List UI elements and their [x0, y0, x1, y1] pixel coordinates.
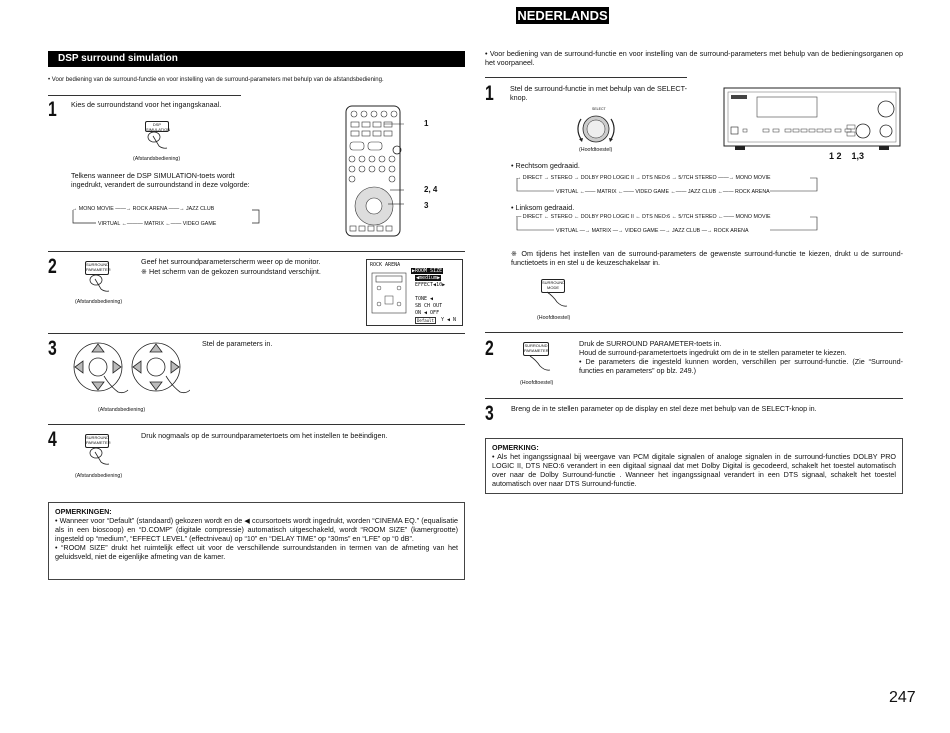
seq-item: MATRIX [144, 221, 164, 227]
clockwise-label: • Rechtsom gedraaid. [511, 161, 580, 170]
seq-item: MATRIX [591, 228, 612, 234]
step3-right-text: Breng de in te stellen parameter op de display en stel deze met behulp van de SELECT-knop in. [511, 404, 817, 413]
notes-item: • “ROOM SIZE” drukt het ruimtelijk effect uit voor de verschillende surroundstanden in termen van de afmeting van het geluidsveld, niet de eigenlijke afmeting van de kamer. [55, 543, 458, 561]
seq-item: ROCK ARENA [713, 228, 749, 234]
remote-control-illustration [344, 104, 404, 238]
step-number: 1 [485, 82, 494, 105]
seq-item: DIRECT [522, 214, 543, 220]
divider [485, 77, 687, 78]
clockwise-loop-lines [516, 176, 820, 194]
divider [48, 333, 465, 334]
step2-right-text1: Druk de SURROUND PARAMETER-toets in. [579, 339, 722, 348]
seq-item: VIRTUAL [98, 221, 121, 227]
counterclockwise-row-1: — DIRECT ← STEREO ← DOLBY PRO LOGIC II ← DTS NEO:6 ← 5/7CH STEREO ←—— MONO MOVIE [516, 214, 771, 220]
osd-room-size: ▶ROOM SIZE [412, 268, 443, 274]
note-box [485, 438, 903, 494]
surround-parameter-button-label: SURROUND PARAMETER [86, 262, 111, 272]
step-number: 3 [48, 337, 57, 360]
pressing-hand-icon [543, 288, 571, 312]
osd-sb-ch-out: SB CH OUT [415, 303, 443, 309]
pressing-hand-icon [526, 352, 554, 376]
language-badge: NEDERLANDS [517, 8, 608, 23]
step1-text: Kies de surroundstand voor het ingangskanaal. [71, 100, 222, 109]
seq-item: JAZZ CLUB [687, 189, 717, 195]
osd-title: ROCK ARENA [370, 262, 401, 268]
main-unit-caption: (Hoofdtoestel) [537, 315, 571, 321]
counterclockwise-row-2: VIRTUAL —→ MATRIX —→ VIDEO GAME —→ JAZZ CLUB —→ ROCK ARENA [556, 228, 749, 234]
step-number: 2 [485, 337, 494, 360]
note-title: OPMERKING: [492, 443, 539, 452]
step4-text: Druk nogmaals op de surroundparametertoets om het instellen te beëindigen. [141, 431, 388, 440]
pressing-hand-icon [85, 445, 113, 469]
osd-tone: TONE ◀ [415, 296, 434, 302]
step2-right-text3: • De parameters die ingesteld kunnen worden, verschillen per surround-functie. (Zie “Surround-functies en parameters” op blz. 249.) [579, 357, 903, 375]
seq-item: MATRIX [596, 189, 617, 195]
seq-item: 5/7CH STEREO [678, 175, 717, 181]
seq-item: ROCK ARENA [734, 189, 770, 195]
step-number: 4 [48, 428, 57, 451]
seq-item: DTS NEO:6 [642, 214, 671, 220]
seq-item: ROCK ARENA [132, 206, 168, 212]
sequence-loop-lines [72, 207, 262, 227]
notes-item: • Wanneer voor “Default” (standaard) gekozen wordt en de ◀ ccursortoets wordt ingedrukt, worden “CINEMA EQ.” (equalisatie als in een bioscoop) en “D.COMP” (digitale compressie) automatisch uitgeschakeld, wordt “ROOM SIZE” (kamergrootte) ingesteld op “medium”, “EFFECT LEVEL” (effectniveau) op “10” en “DELAY TIME” op “30ms” en “LFE” op “0 dB”. [55, 516, 458, 543]
room-diagram-icon [371, 272, 407, 314]
step1-desc: Telkens wanneer de DSP SIMULATION-toets wordt ingedrukt, verandert de surroundstand in deze volgorde: [71, 171, 250, 189]
callout-2-4: 2, 4 [424, 185, 438, 194]
select-knob-icon[interactable] [576, 111, 616, 147]
dsp-simulation-button-label: DSP SIMULATION [146, 122, 171, 132]
right-intro: • Voor bediening van de surround-functie en voor instelling van de surround-parameters met behulp van de bedieningsorganen op het voorpaneel. [485, 49, 903, 67]
divider [485, 332, 903, 333]
pressing-hand-icon [85, 272, 113, 296]
surround-mode-note: ※ Om tijdens het instellen van de surround-parameters de gewenste surround-functie te kiezen, drukt u de surround-functietoets in en stel u de keuzeschakelaar in. [511, 249, 903, 267]
counterclockwise-loop-lines [516, 215, 820, 233]
select-knob-label: SELECT [592, 107, 606, 111]
sequence-row-2: VIRTUAL ←——— MATRIX ←—— VIDEO GAME [98, 221, 217, 227]
page-number: 247 [889, 689, 916, 706]
remote-caption: (Afstandsbediening) [98, 407, 146, 413]
step2-text: Geef het surroundparameterscherm weer op de monitor. [141, 257, 321, 266]
receiver-front-panel [723, 87, 903, 153]
notes-title: OPMERKINGEN: [55, 507, 112, 516]
step1-right-text: Stel de surround-functie in met behulp van de SELECT-knop. [510, 84, 687, 102]
callout-numbers: 1 2 1,3 [829, 151, 865, 161]
on-screen-display [366, 259, 463, 326]
remote-caption: (Afstandsbediening) [133, 156, 181, 162]
divider [48, 251, 465, 252]
seq-item: MONO MOVIE [735, 175, 771, 181]
main-unit-caption: (Hoofdtoestel) [579, 147, 613, 153]
surround-mode-button-label: SURROUND MODE [542, 280, 566, 290]
seq-item: JAZZ CLUB [671, 228, 701, 234]
seq-item: STEREO [550, 214, 573, 220]
remote-caption: (Afstandsbediening) [75, 473, 123, 479]
note-text: • Als het ingangssignaal bij weergave van PCM digitale signalen of analoge signalen in de surround-functies DOLBY PRO LOGIC II, DTS NEO:6 verandert in een digitaal signaal dat met Dolby Digital is gecodeerd, schakelt het toestel automatisch over naar de Dolby Surround-functie . Wanneer het ingangssignaal verandert in een DTS signaal, schakelt het toestel automatisch over naar DTS Surround-functie. [492, 452, 896, 488]
section-title: DSP surround simulation [48, 51, 465, 67]
main-unit-caption: (Hoofdtoestel) [520, 380, 554, 386]
step-number: 3 [485, 402, 494, 425]
step-number: 2 [48, 255, 57, 278]
step2-right-text2: Houd de surround-parametertoets ingedrukt om de in te stellen parameter te kiezen. [579, 348, 847, 357]
seq-item: VIDEO GAME [635, 189, 669, 195]
step2-note: ※ Het scherm van de gekozen surroundstand verschijnt. [141, 267, 321, 276]
step-number: 1 [48, 98, 57, 121]
seq-item: MONO MOVIE [735, 214, 771, 220]
callout-3: 3 [424, 201, 429, 210]
seq-item: DTS NEO:6 [642, 175, 671, 181]
seq-item: DOLBY PRO LOGIC II [580, 214, 634, 220]
clockwise-row-1: → DIRECT → STEREO → DOLBY PRO LOGIC II → DTS NEO:6 → 5/7CH STEREO ——→ MONO MOVIE [516, 175, 771, 181]
notes-box [48, 502, 465, 580]
divider [48, 424, 465, 425]
cursor-pad-illustration [70, 340, 190, 400]
seq-item: MONO MOVIE [78, 206, 114, 212]
seq-item: VIDEO GAME [182, 221, 217, 227]
seq-item: DOLBY PRO LOGIC II [580, 175, 634, 181]
osd-on-off: ON ◀ OFF [415, 310, 440, 316]
step3-text: Stel de parameters in. [202, 339, 273, 348]
seq-item: DIRECT [522, 175, 543, 181]
divider [48, 95, 241, 96]
osd-default: Default [417, 318, 434, 323]
clockwise-row-2: VIRTUAL ←—— MATRIX ←—— VIDEO GAME ←—— JAZZ CLUB ←—— ROCK ARENA [556, 189, 770, 195]
seq-item: STEREO [550, 175, 573, 181]
seq-item: VIRTUAL [556, 228, 579, 234]
counterclockwise-label: • Linksom gedraaid. [511, 203, 575, 212]
left-intro: • Voor bediening van de surround-functie en voor instelling van de surround-parameters met behulp van de afstandsbediening. [48, 77, 384, 83]
pressing-hand-icon [143, 128, 171, 152]
osd-effect: EFFECT◀10▶ [415, 282, 446, 288]
seq-item: VIRTUAL [556, 189, 579, 195]
surround-parameter-button-label: SURROUND PARAMETER [86, 435, 111, 445]
sequence-row-1: → MONO MOVIE ——→ ROCK ARENA ——→ JAZZ CLUB [72, 206, 215, 212]
seq-item: 5/7CH STEREO [678, 214, 717, 220]
divider [485, 398, 903, 399]
seq-item: JAZZ CLUB [185, 206, 215, 212]
surround-parameter-button-label: SURROUND PARAMETER [524, 343, 549, 353]
callout-1: 1 [424, 119, 429, 128]
osd-room-size-value: ◀medium▶ [416, 275, 441, 281]
remote-caption: (Afstandsbediening) [75, 299, 123, 305]
osd-y-n: Y ◀ N [441, 317, 457, 323]
seq-item: VIDEO GAME [624, 228, 659, 234]
